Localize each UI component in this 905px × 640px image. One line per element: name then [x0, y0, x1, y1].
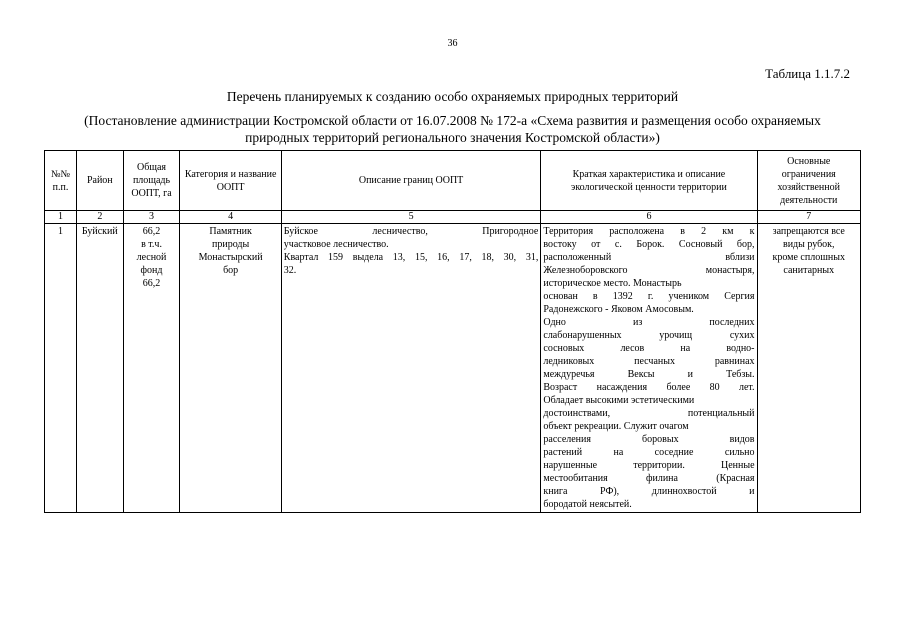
header-boundaries: Описание границ ООПТ	[281, 151, 541, 211]
row-boundaries	[281, 224, 541, 513]
boundaries-line: 32.	[283, 265, 297, 276]
description-line: местообитания филина (Красная	[543, 473, 755, 484]
restrictions-line: кроме сплошных	[772, 252, 845, 263]
header-restrictions: Основные ограничения хозяйственной деятельности	[757, 151, 860, 211]
header-row	[45, 151, 861, 211]
area-line: фонд	[140, 265, 163, 276]
description-line: объект рекреации. Служит очагом	[543, 421, 689, 432]
description-line: растений на соседние сильно	[543, 447, 755, 458]
header-category: Категория и название ООПТ	[180, 151, 281, 211]
restrictions-line: виды рубок,	[782, 239, 835, 250]
row-area	[123, 224, 180, 513]
description-line: Одно из последних	[543, 317, 755, 328]
column-number: 6	[541, 211, 757, 224]
column-number-row	[45, 211, 861, 224]
description-line: расселения боровых видов	[543, 434, 755, 445]
row-category	[180, 224, 281, 513]
description-line: Радонежского - Яковом Амосовым.	[543, 304, 694, 315]
header-number: №№ п.п.	[45, 151, 77, 211]
description-line: Обладает высокими эстетическими	[543, 395, 695, 406]
column-number: 3	[123, 211, 180, 224]
description-line: бородатой неясытей.	[543, 499, 632, 510]
description-line: сосновых лесов на водно-	[543, 343, 755, 354]
restrictions-line: санитарных	[783, 265, 835, 276]
row-number: 1	[45, 224, 77, 513]
boundaries-line: участковое лесничество.	[283, 239, 389, 250]
description-line: книга РФ), длиннохвостой и	[543, 486, 755, 497]
category-line: природы	[212, 239, 250, 250]
row-district: Буйский	[77, 224, 124, 513]
description-line: междуречья Вексы и Тебзы.	[543, 369, 755, 380]
table-row	[45, 224, 861, 513]
column-number: 1	[45, 211, 77, 224]
description-line: Железноборовского монастыря,	[543, 265, 755, 276]
column-number: 5	[281, 211, 541, 224]
description-line: историческое место. Монастырь	[543, 278, 682, 289]
category-line: бор	[223, 265, 239, 276]
description-line: востоку от с. Борок. Сосновый бор,	[543, 239, 755, 250]
description-line: слабонарушенных урочищ сухих	[543, 330, 755, 341]
page-number: 36	[447, 38, 458, 49]
description-line: достоинствами, потенциальный	[543, 408, 755, 419]
table-caption: Таблица 1.1.7.2	[765, 66, 850, 81]
document-subtitle: (Постановление администрации Костромской области от 16.07.2008 № 172-а «Схема развития и размещения особо охраняемых природных территорий регионального значения Костромской области»)	[84, 113, 821, 145]
column-number: 2	[77, 211, 124, 224]
column-number: 7	[757, 211, 860, 224]
category-line: Монастырский	[198, 252, 263, 263]
description-line: нарушенные территории. Ценные	[543, 460, 755, 471]
protected-areas-table	[44, 150, 861, 513]
area-line: 66,2	[142, 226, 161, 237]
boundaries-line: Квартал 159 выдела 13, 15, 16, 17, 18, 30, 31,	[283, 252, 539, 263]
row-description	[541, 224, 757, 513]
area-line: в т.ч.	[141, 239, 162, 250]
header-district: Район	[77, 151, 124, 211]
area-line: лесной	[136, 252, 167, 263]
category-line: Памятник	[209, 226, 252, 237]
boundaries-line: Буйское лесничество, Пригородное	[283, 226, 539, 237]
description-line: Территория расположена в 2 км к	[543, 226, 755, 237]
document-title: Перечень планируемых к созданию особо охраняемых природных территорий	[226, 89, 679, 104]
header-description: Краткая характеристика и описание экологической ценности территории	[541, 151, 757, 211]
restrictions-line: запрещаются все	[772, 226, 845, 237]
row-restrictions	[757, 224, 860, 513]
column-number: 4	[180, 211, 281, 224]
header-area: Общая площадь ООПТ, га	[123, 151, 180, 211]
description-line: Возраст насаждения более 80 лет.	[543, 382, 755, 393]
description-line: расположенный вблизи	[543, 252, 755, 263]
area-line: 66,2	[142, 278, 161, 289]
description-line: основан в 1392 г. учеником Сергия	[543, 291, 755, 302]
description-line: ледниковых песчаных равнинах	[543, 356, 755, 367]
